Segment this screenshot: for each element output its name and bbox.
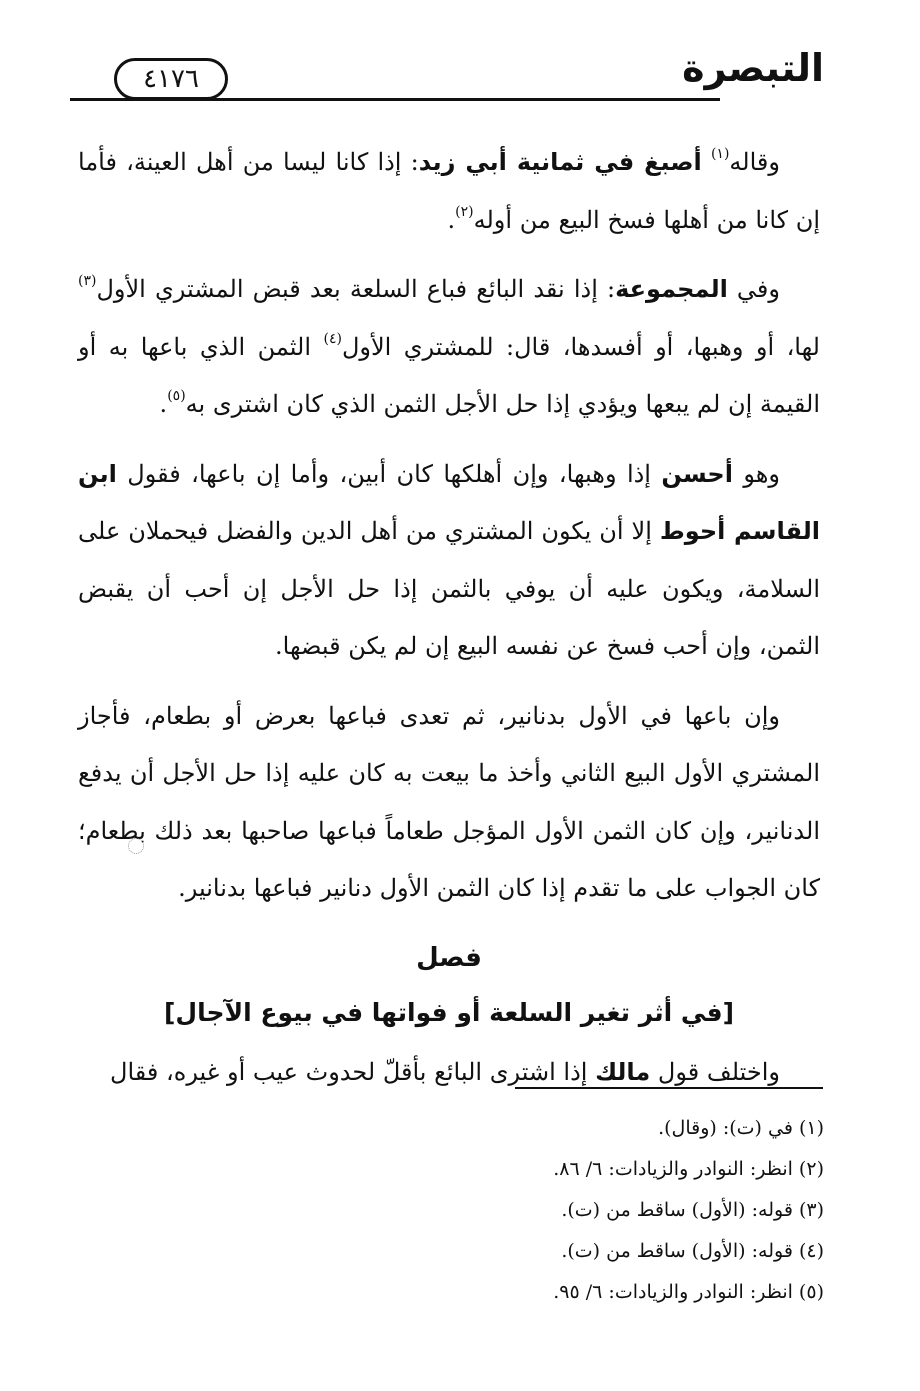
footnote: (١) في (ت): (وقال). [658,1117,824,1139]
text-run: . [447,205,456,234]
text-run: إلا أن يكون المشتري من أهل الدين والفضل فيحملان على السلامة، ويكون عليه أن يوفي بالثمن إذا حل الأجل إن أحب أن يقبض الثمن، وإن أحب فسخ عن نفسه البيع إن لم يكن قبضها. [78,517,820,660]
footnote: (٣) قوله: (الأول) ساقط من (ت). [561,1199,824,1221]
footnote-ref: (٥) [167,388,186,404]
section-title: فصل [416,942,482,973]
bold-term: أحسن [661,459,733,488]
footnote-ref: (٤) [323,330,342,347]
bold-term: مالك [595,1057,651,1086]
text-run: لها، أو وهبها، أو أفسدها، قال: للمشتري الأول [341,332,820,361]
scan-speck [128,838,144,854]
final-paragraph [78,1044,820,1102]
text-run: . [159,390,168,418]
footnote-ref: (٢) [455,203,474,220]
text-run: : إذا نقد البائع فباع السلعة بعد قبض المشتري الأول [96,275,616,303]
footnote: (٥) انظر: النوادر والزيادات: ٦/ ٩٥. [553,1281,824,1303]
text-run: وإن باعها في الأول بدنانير، ثم تعدى فباعها بعرض أو بطعام، فأجاز المشتري الأول البيع الثاني وأخذ ما بيعت به كان عليه إذا حل الأجل أن يدفع الدنانير، وإن كان الثمن الأول المؤجل طعاماً فباعها صاحبها بعد ذلك بطعام؛ كان الجواب على ما تقدم إذا كان الثمن الأول دنانير فباعها بدنانير. [78,701,821,902]
bold-term: أصبغ في ثمانية أبي زيد [418,148,702,176]
page-number: ٤١٧٦ [143,64,199,94]
paragraph [78,261,820,434]
footnote-separator [515,1087,823,1089]
text-run: واختلف قول [650,1057,780,1086]
text-run: وقاله [729,148,780,176]
bold-term: المجموعة [615,275,728,303]
text-run: وهو [732,459,780,488]
text-run: إذا اشترى البائع بأقلّ لحدوث عيب أو غيره، فقال [110,1057,596,1086]
text-run: الثمن الذي باعها به أو القيمة إن لم يبعها ويؤدي إذا حل الأجل الثمن الذي كان اشترى به [78,332,820,418]
paragraph [78,688,820,918]
footnote-ref: (١) [710,146,730,162]
footnote-ref: (٣) [78,273,97,289]
paragraph [78,446,820,676]
main-text [78,134,820,1113]
text-run [702,148,711,176]
page-header [70,40,830,110]
text-run: إذا وهبها، وإن أهلكها كان أبين، وأما إن باعها، فقول [116,459,662,488]
text-run: وفي [727,275,780,303]
bold-term: ابن القاسم أحوط [78,459,821,545]
page-number-badge [114,58,228,100]
footnote: (٢) انظر: النوادر والزيادات: ٦/ ٨٦. [553,1158,824,1180]
paragraph [78,134,820,249]
footnote: (٤) قوله: (الأول) ساقط من (ت). [561,1240,824,1262]
section-subtitle: [في أثر تغير السلعة أو فواتها في بيوع الآجال] [163,997,735,1027]
text-run: : إذا كانا ليسا من أهل العينة، فأما إن كانا من أهلها فسخ البيع من أوله [78,148,820,234]
footnotes [224,1108,824,1313]
book-title-logo: التبصرة [682,46,824,90]
